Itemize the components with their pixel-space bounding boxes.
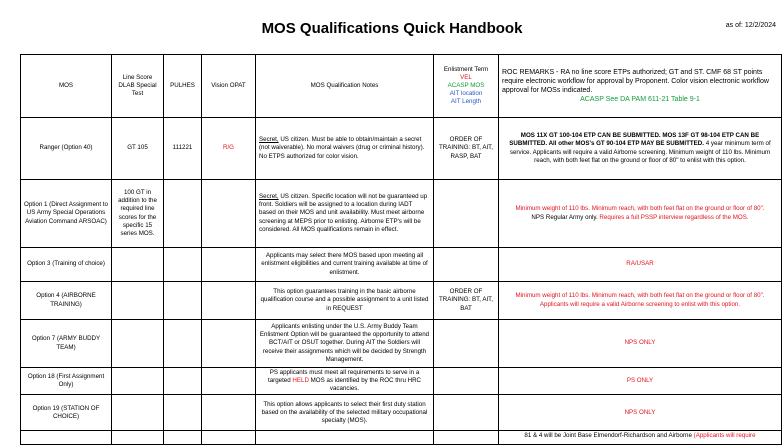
term-ait-location: AIT location	[449, 90, 483, 98]
row-mos: Option 4 (AIRBORNE TRAINING)	[21, 282, 112, 320]
row-term	[434, 431, 499, 445]
row-vision	[202, 368, 256, 395]
row-notes	[256, 368, 434, 395]
notes-text: US citizen. Specific location will not be guaranteed up front. Soldiers will be assigned to a location during IADT based on their MOS and unit availability. Must meet airborne screening at MEPS prior to enlisting. Airborne ETP's will be considered. All MOS qualifications remain in effect.	[259, 193, 428, 233]
header-row	[21, 55, 782, 118]
row-pulhes: 111221	[164, 118, 202, 180]
row-score	[112, 431, 164, 445]
roc-rest: 4 year minimum term of service. Applicants will require a valid Airborne screening. Minimum weight of 110 lbs. Minimum reach, with both feet flat on the ground or floor of 80" to enlist with this option.	[509, 140, 771, 164]
row-notes: This option guarantees training in the basic airborne qualification course and a possible assignment to a unit listed in REQUEST	[256, 282, 434, 320]
roc-red: Minimum weight of 110 lbs. Minimum reach, with both feet flat on the ground or floor of 80".	[515, 205, 765, 213]
row-vision	[202, 431, 256, 445]
table-row	[21, 282, 782, 320]
term-acasp: ACASP MOS	[447, 81, 485, 89]
row-mos: Option 7 (ARMY BUDDY TEAM)	[21, 320, 112, 368]
row-pulhes	[164, 282, 202, 320]
header-mos: MOS	[21, 55, 112, 118]
row-roc: Minimum weight of 110 lbs. Minimum reach, with both feet flat on the ground or floor of 80". Applicants will require a valid Airborne screening to enlist with this option.	[499, 282, 782, 320]
as-of-date: as of: 12/2/2024	[725, 22, 776, 29]
row-vision	[202, 395, 256, 431]
header-enlistment-term	[434, 55, 499, 118]
row-term: ORDER OF TRAINING: BT, AIT, BAT	[434, 282, 499, 320]
table-row	[21, 368, 782, 395]
roc-bold: MOS 11X GT 100-104 ETP CAN BE SUBMITTED. MOS 13F GT 98-104 ETP CAN BE SUBMITTED. All other MOS's GT 90-104 ETP MAY BE SUBMITTED.	[509, 132, 760, 148]
row-roc	[499, 118, 782, 180]
notes-secret: Secret,	[259, 136, 279, 144]
row-notes: Applicants enlisting under the U.S. Army Buddy Team Enlistment Option will be guaranteed the opportunity to attend BCT/AIT or OSUT together. During AIT the Soldiers will receive their assignments which will be decided by Strength Management.	[256, 320, 434, 368]
table-row	[21, 118, 782, 180]
row-roc: NPS ONLY	[499, 320, 782, 368]
table-row	[21, 180, 782, 248]
row-pulhes	[164, 431, 202, 445]
table-row	[21, 431, 782, 445]
roc-main: ROC REMARKS - RA no line score ETPs authorized; GT and ST. CMF 68 ST points require electronic workflow for approval by Proponent. Color vision electronic workflow approval for MOSs indicated.	[502, 68, 769, 94]
header-line-score: Line Score DLAB Special Test	[112, 55, 164, 118]
roc-red: (Applicants will require	[693, 432, 756, 440]
header-pulhes: PULHES	[164, 55, 202, 118]
roc-black: 81 & 4 will be Joint Base Elmendorf-Richardson and Airborne	[524, 432, 692, 440]
row-term: ORDER OF TRAINING: BT, AIT, RASP, BAT	[434, 118, 499, 180]
roc-black: NPS Regular Army only.	[531, 213, 598, 221]
row-score	[112, 282, 164, 320]
row-notes: Applicants may select there MOS based upon meeting all enlistment eligibilities and current training available at time of enlistment.	[256, 248, 434, 282]
table-row	[21, 395, 782, 431]
notes-text: US citizen. Must be able to obtain/maintain a secret (not waiverable). No moral waivers (drug or criminal history). No ETPS authorized for color vision.	[259, 136, 425, 160]
row-roc: RA/USAR	[499, 248, 782, 282]
term-title: Enlistment Term	[443, 65, 489, 73]
header-vision: Vision OPAT	[202, 55, 256, 118]
row-term	[434, 395, 499, 431]
row-notes	[256, 180, 434, 248]
notes-a: PS applicants must meet all requirements to serve in a targeted	[267, 369, 420, 385]
header-notes: MOS Qualification Notes	[256, 55, 434, 118]
row-pulhes	[164, 368, 202, 395]
row-vision: R/G	[202, 118, 256, 180]
row-mos: Ranger (Option 40)	[21, 118, 112, 180]
qualifications-table	[20, 54, 782, 445]
row-pulhes	[164, 320, 202, 368]
row-notes	[256, 431, 434, 445]
row-roc: PS ONLY	[499, 368, 782, 395]
row-vision	[202, 282, 256, 320]
row-mos: Option 18 (First Assignment Only)	[21, 368, 112, 395]
row-term	[434, 320, 499, 368]
roc-red-2: Requires a full PSSP interview regardless of the MOS.	[599, 213, 749, 221]
table-row	[21, 248, 782, 282]
row-score	[112, 368, 164, 395]
row-notes: This option allows applicants to select their first duty station based on the availability of the selected military occupational specialty (MOS).	[256, 395, 434, 431]
row-roc	[499, 180, 782, 248]
row-score: 100 GT in addition to the required line scores for the specific 15 series MOS.	[112, 180, 164, 248]
row-term	[434, 180, 499, 248]
row-mos: Option 3 (Training of choice)	[21, 248, 112, 282]
table-row	[21, 320, 782, 368]
row-score	[112, 395, 164, 431]
row-mos: Option 19 (STATION OF CHOICE)	[21, 395, 112, 431]
row-score	[112, 248, 164, 282]
notes-b: MOS as identified by the ROC thru HRC vacancies.	[308, 377, 422, 393]
notes-held: HELD	[292, 377, 309, 385]
row-pulhes	[164, 248, 202, 282]
term-ait-length: AIT Length	[450, 98, 482, 106]
row-vision	[202, 320, 256, 368]
row-roc: NPS ONLY	[499, 395, 782, 431]
row-mos: Option 1 (Direct Assignment to US Army Special Operations Aviation Command ARSOAC)	[21, 180, 112, 248]
row-vision	[202, 180, 256, 248]
page-title: MOS Qualifications Quick Handbook	[261, 20, 523, 37]
roc-acasp: ACASP See DA PAM 611-21 Table 9-1	[580, 96, 700, 104]
term-vel: VEL	[460, 73, 472, 81]
row-vision	[202, 248, 256, 282]
row-term	[434, 248, 499, 282]
row-pulhes	[164, 180, 202, 248]
row-mos	[21, 431, 112, 445]
row-pulhes	[164, 395, 202, 431]
row-roc	[499, 431, 782, 445]
row-score: GT 105	[112, 118, 164, 180]
header-roc-remarks	[499, 55, 782, 118]
notes-secret: Secret,	[259, 193, 279, 201]
row-score	[112, 320, 164, 368]
row-notes	[256, 118, 434, 180]
row-term	[434, 368, 499, 395]
